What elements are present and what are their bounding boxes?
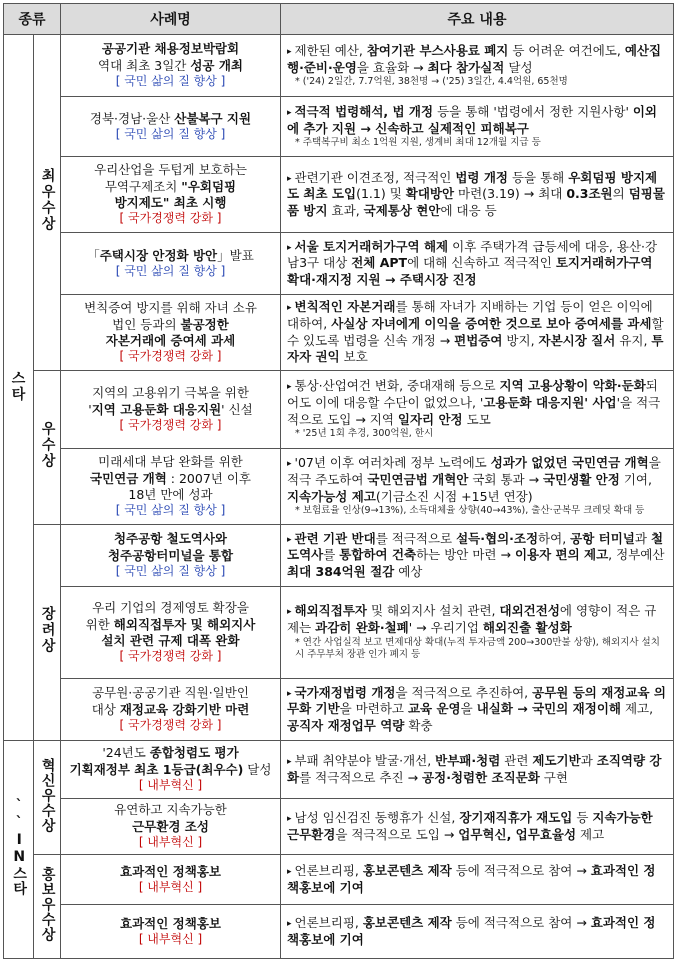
content-text: 적극적 법령해석, 법 개정 등을 통해 '법령에서 정한 지원사항' 이외에 추가 지원 → 신속하고 실제적인 피해복구	[287, 103, 658, 136]
case-tag: [ 내부혁신 ]	[138, 834, 203, 849]
table-row	[4, 233, 674, 295]
bullet-icon: ▸	[287, 242, 292, 253]
bullet-icon: ▸	[287, 534, 292, 545]
content-text: 부패 취약분야 발굴·개선, 반부패·청렴 관련 제도기반과 조직역량 강화를 적극적으로 추진 → 공정·청렴한 조직문화 구현	[287, 752, 662, 785]
content-text: 변칙적인 자본거래를 통해 자녀가 지배하는 기업 등이 얻은 이익에 대하여, 사실상 자녀에게 이익을 증여한 것으로 보아 증여세를 과세할 수 있도록 법령을 신속 개정 → 편법증여 방지, 자본시장 질서 유지, 투자자 권익 보호	[287, 299, 664, 365]
grade-encouragement: 장려상	[34, 525, 61, 741]
case-content	[281, 35, 674, 97]
bullet-icon: ▸	[287, 46, 292, 57]
case-name	[61, 97, 281, 157]
content-note: * '25년 1회 추경, 300억원, 한시	[295, 428, 434, 440]
case-content	[281, 587, 674, 679]
case-title: 경북·경남·울산 산불복구 지원	[89, 110, 252, 126]
awards-table	[3, 3, 674, 959]
case-name	[61, 905, 281, 959]
case-content	[281, 741, 674, 799]
table-row	[4, 97, 674, 157]
table-row	[4, 157, 674, 233]
case-content	[281, 799, 674, 855]
table-row	[4, 679, 674, 741]
bullet-icon: ▸	[287, 866, 292, 877]
table-row	[4, 741, 674, 799]
case-title: 변칙증여 방지를 위해 자녀 소유 법인 등과의 불공정한 자본거래에 증여세 과세	[84, 300, 257, 348]
bullet-icon: ▸	[287, 459, 292, 470]
case-title: 우리산업을 두텁게 보호하는 무역구제조치 "우회덤핑 방지제도" 최초 시행	[94, 162, 247, 210]
group-rising-star: ``IN스타	[4, 741, 34, 959]
case-tag: [ 국가경쟁력 강화 ]	[119, 349, 222, 364]
table-row	[4, 449, 674, 525]
case-tag: [ 국민 삶의 질 향상 ]	[115, 563, 226, 578]
content-text: 제한된 예산, 참여기관 부스사용료 폐지 등 어려운 여건에도, 예산집행·준비·운영을 효율화 → 최다 참가실적 달성	[287, 42, 662, 75]
content-text: '07년 이후 여러차례 정부 노력에도 성과가 없었던 국민연금 개혁을 적극 주도하여 국민연금법 개혁안 국회 통과 → 국민생활 안정 기여, 지속가능성 제고(기금소진 시점 +15년 연장)	[287, 455, 661, 504]
table-row	[4, 525, 674, 587]
case-tag: [ 국민 삶의 질 향상 ]	[115, 503, 226, 518]
case-title: 지역의 고용위기 극복을 위한 '지역 고용둔화 대응지원' 신설	[88, 385, 253, 417]
content-note: * 주택복구비 최소 1억원 지원, 생계비 최대 12개월 지급 등	[295, 137, 541, 149]
case-tag: [ 국민 삶의 질 향상 ]	[115, 263, 226, 278]
case-name	[61, 295, 281, 371]
table-row	[4, 855, 674, 905]
grade-pr: 홍보우수상	[34, 855, 61, 959]
case-name	[61, 741, 281, 799]
table-row	[4, 295, 674, 371]
case-name	[61, 233, 281, 295]
bullet-icon: ▸	[287, 303, 292, 314]
case-title: 공무원·공공기관 직원·일반인 대상 재정교육 강화기반 마련	[91, 685, 250, 717]
case-title: 청주공항 철도역사와 청주공항터미널을 통합	[107, 531, 234, 563]
case-title: 우리 기업의 경제영토 확장을 위한 해외직접투자 및 해외지사 설치 관련 규제 대폭 완화	[85, 600, 256, 648]
content-text: 언론브리핑, 홍보콘텐츠 제작 등에 적극적으로 참여 → 효과적인 정책홍보에 기여	[287, 862, 656, 895]
content-text: 언론브리핑, 홍보콘텐츠 제작 등에 적극적으로 참여 → 효과적인 정책홍보에 기여	[287, 914, 656, 947]
bullet-icon: ▸	[287, 107, 292, 118]
case-title: 공공기관 채용정보박람회 역대 최초 3일간 성공 개최	[98, 41, 243, 73]
case-name	[61, 525, 281, 587]
case-tag: [ 국가경쟁력 강화 ]	[119, 717, 222, 732]
case-tag: [ 국민 삶의 질 향상 ]	[115, 73, 226, 88]
case-content	[281, 449, 674, 525]
grade-innovation: 혁신우수상	[34, 741, 61, 855]
case-tag: [ 내부혁신 ]	[138, 931, 203, 946]
content-note: * 보험료율 인상(9→13%), 소득대체율 상향(40→43%), 출산·군복무 크레딧 확대 등	[295, 505, 645, 517]
table-row	[4, 587, 674, 679]
case-content	[281, 97, 674, 157]
case-tag: [ 국가경쟁력 강화 ]	[119, 649, 222, 664]
bullet-icon: ▸	[287, 813, 292, 824]
case-name	[61, 799, 281, 855]
case-tag: [ 내부혁신 ]	[138, 777, 203, 792]
case-tag: [ 국가경쟁력 강화 ]	[119, 211, 222, 226]
case-name	[61, 679, 281, 741]
case-name	[61, 855, 281, 905]
case-name	[61, 449, 281, 525]
case-content	[281, 157, 674, 233]
case-title: '24년도 종합청렴도 평가 기획재정부 최초 1등급(최우수) 달성	[69, 745, 272, 777]
case-title: 효과적인 정책홍보	[120, 863, 221, 879]
case-content	[281, 855, 674, 905]
case-tag: [ 국민 삶의 질 향상 ]	[115, 126, 226, 141]
content-text: 해외직접투자 및 해외지사 설치 관련, 대외건전성에 영향이 적은 규제는 과감히 완화·철폐' → 우리기업 해외진출 활성화	[287, 603, 657, 636]
table-row	[4, 371, 674, 449]
case-tag: [ 국가경쟁력 강화 ]	[119, 417, 222, 432]
grade-excellent: 최우수상	[34, 35, 61, 371]
case-name	[61, 157, 281, 233]
content-note: * ('24) 2일간, 7.7억원, 38천명 → ('25) 3일간, 4.4억원, 65천명	[295, 76, 568, 88]
case-tag: [ 내부혁신 ]	[138, 879, 203, 894]
case-name	[61, 371, 281, 449]
grade-merit: 우수상	[34, 371, 61, 525]
bullet-icon: ▸	[287, 173, 292, 184]
bullet-icon: ▸	[287, 382, 292, 393]
case-title: 미래세대 부담 완화를 위한 국민연금 개혁 : 2007년 이후 18년 만에 성과	[90, 454, 251, 502]
case-title: 유연하고 지속가능한 근무환경 조성	[114, 802, 227, 834]
content-text: 서울 토지거래허가구역 해제 이후 주택가격 급등세에 대응, 용산·강남3구 대상 전체 APT에 대해 신속하고 적극적인 토지거래허가구역 확대·재지정 지원 → 주택시장 진정	[287, 238, 658, 287]
case-title: 「주택시장 안정화 방안」발표	[87, 247, 254, 263]
case-name	[61, 587, 281, 679]
case-title: 효과적인 정책홍보	[120, 915, 221, 931]
header-content: 주요 내용	[281, 4, 674, 35]
header-category: 종류	[4, 4, 61, 35]
content-text: 국가재정법령 개정을 적극적으로 추진하여, 공무원 등의 재정교육 의무화 기반을 마련하고 교육 운영을 내실화 → 국민의 재정이해 제고, 공직자 재정업무 역량 확충	[287, 684, 666, 733]
content-text: 통상·산업여건 변화, 중대재해 등으로 지역 고용상황이 악화·둔화되어도 이에 대응할 수단이 없었으나, '고용둔화 대응지원' 사업'을 적극적으로 도입 → 지역 일자리 안정 도모	[287, 378, 661, 427]
content-text: 남성 임신검진 동행휴가 신설, 장기재직휴가 재도입 등 지속가능한 근무환경을 적극적으로 도입 → 업무혁신, 업무효율성 제고	[287, 809, 653, 842]
table-row	[4, 905, 674, 959]
case-content	[281, 233, 674, 295]
case-content	[281, 525, 674, 587]
table-row	[4, 35, 674, 97]
case-name	[61, 35, 281, 97]
case-content	[281, 679, 674, 741]
bullet-icon: ▸	[287, 918, 292, 929]
header-case: 사례명	[61, 4, 281, 35]
case-content	[281, 371, 674, 449]
content-text: 관련기관 이견조정, 적극적인 법령 개정 등을 통해 우회덤핑 방지제도 최초 도입(1.1) 및 확대방안 마련(3.19) → 최대 0.3조원의 덤핑물품 방지 효과, 국제통상 현안에 대응 등	[287, 169, 665, 218]
content-note: * 연간 사업실적 보고 면제대상 확대(누적 투자금액 200→300만불 상향), 해외지사 설치 시 주무부처 장관 인가 폐지 등	[295, 636, 660, 661]
content-text: 관련 기관 반대를 적극적으로 설득·협의·조정하여, 공항 터미널과 철도역사를 통합하여 건축하는 방안 마련 → 이용자 편의 제고, 정부예산 최대 384억원 절감 예상	[287, 530, 665, 579]
bullet-icon: ▸	[287, 688, 292, 699]
bullet-icon: ▸	[287, 756, 292, 767]
table-row	[4, 799, 674, 855]
header-row	[4, 4, 674, 35]
bullet-icon: ▸	[287, 607, 292, 618]
group-star: 스타	[4, 35, 34, 741]
case-content	[281, 905, 674, 959]
case-content	[281, 295, 674, 371]
